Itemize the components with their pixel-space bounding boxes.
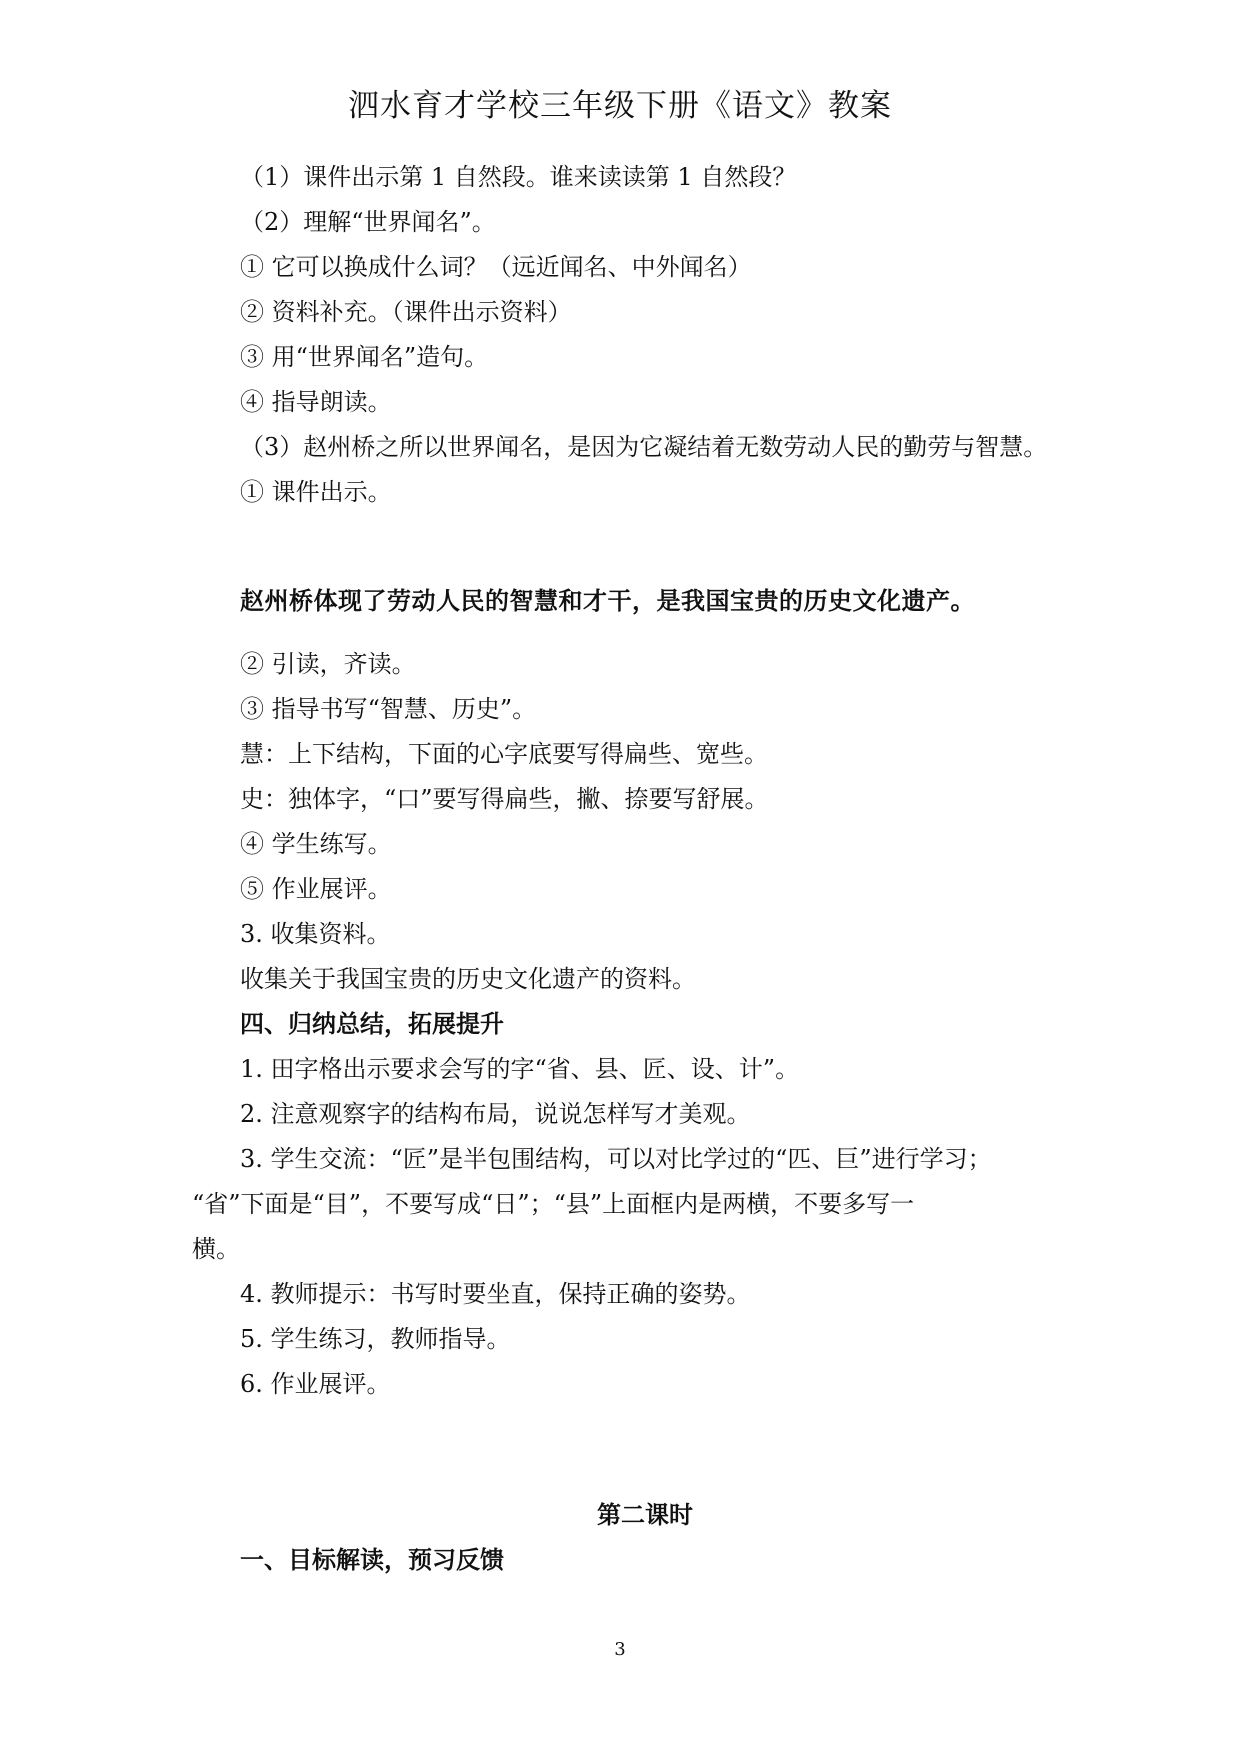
page-number: 3 [614,1639,626,1660]
text-line-23: 横。 [192,1235,240,1263]
text-line-20: 2. 注意观察字的结构布局，说说怎样写才美观。 [240,1100,751,1128]
section-heading-1: 一、目标解读，预习反馈 [240,1545,504,1574]
text-line-2: （2）理解“世界闻名”。 [240,208,496,236]
text-line-11: ③ 指导书写“智慧、历史”。 [240,695,537,723]
text-line-19: 1. 田字格出示要求会写的字“省、县、匠、设、计”。 [240,1055,800,1083]
text-line-4: ② 资料补充。（课件出示资料） [240,298,572,326]
text-line-15: ⑤ 作业展评。 [240,875,392,903]
text-line-13: 史：独体字，“口”要写得扁些，撇、捺要写舒展。 [240,785,769,813]
page-header-title: 泗水育才学校三年级下册《语文》教案 [348,88,892,124]
text-line-17: 收集关于我国宝贵的历史文化遗产的资料。 [240,965,696,993]
highlight-sentence: 赵州桥体现了劳动人民的智慧和才干，是我国宝贵的历史文化遗产。 [240,587,975,615]
text-line-10: ② 引读，齐读。 [240,650,416,678]
text-line-7: （3）赵州桥之所以世界闻名，是因为它凝结着无数劳动人民的勤劳与智慧。 [240,433,1048,461]
text-line-3: ① 它可以换成什么词？（远近闻名、中外闻名） [240,253,752,281]
text-line-16: 3. 收集资料。 [240,920,391,948]
text-line-5: ③ 用“世界闻名”造句。 [240,343,489,371]
text-line-25: 5. 学生练习，教师指导。 [240,1325,511,1353]
text-line-24: 4. 教师提示：书写时要坐直，保持正确的姿势。 [240,1280,751,1308]
text-line-14: ④ 学生练写。 [240,830,392,858]
lesson-heading: 第二课时 [597,1500,693,1529]
text-line-8: ① 课件出示。 [240,478,392,506]
text-line-21: 3. 学生交流：“匠”是半包围结构，可以对比学过的“匹、巨”进行学习； [240,1145,992,1173]
text-line-6: ④ 指导朗读。 [240,388,392,416]
text-line-1: （1）课件出示第 1 自然段。谁来读读第 1 自然段？ [240,163,797,191]
text-line-26: 6. 作业展评。 [240,1370,391,1398]
text-line-12: 慧：上下结构，下面的心字底要写得扁些、宽些。 [240,740,768,768]
section-heading-4: 四、归纳总结，拓展提升 [240,1009,504,1038]
text-line-22: “省”下面是“目”，不要写成“日”；“县”上面框内是两横，不要多写一 [192,1190,915,1218]
